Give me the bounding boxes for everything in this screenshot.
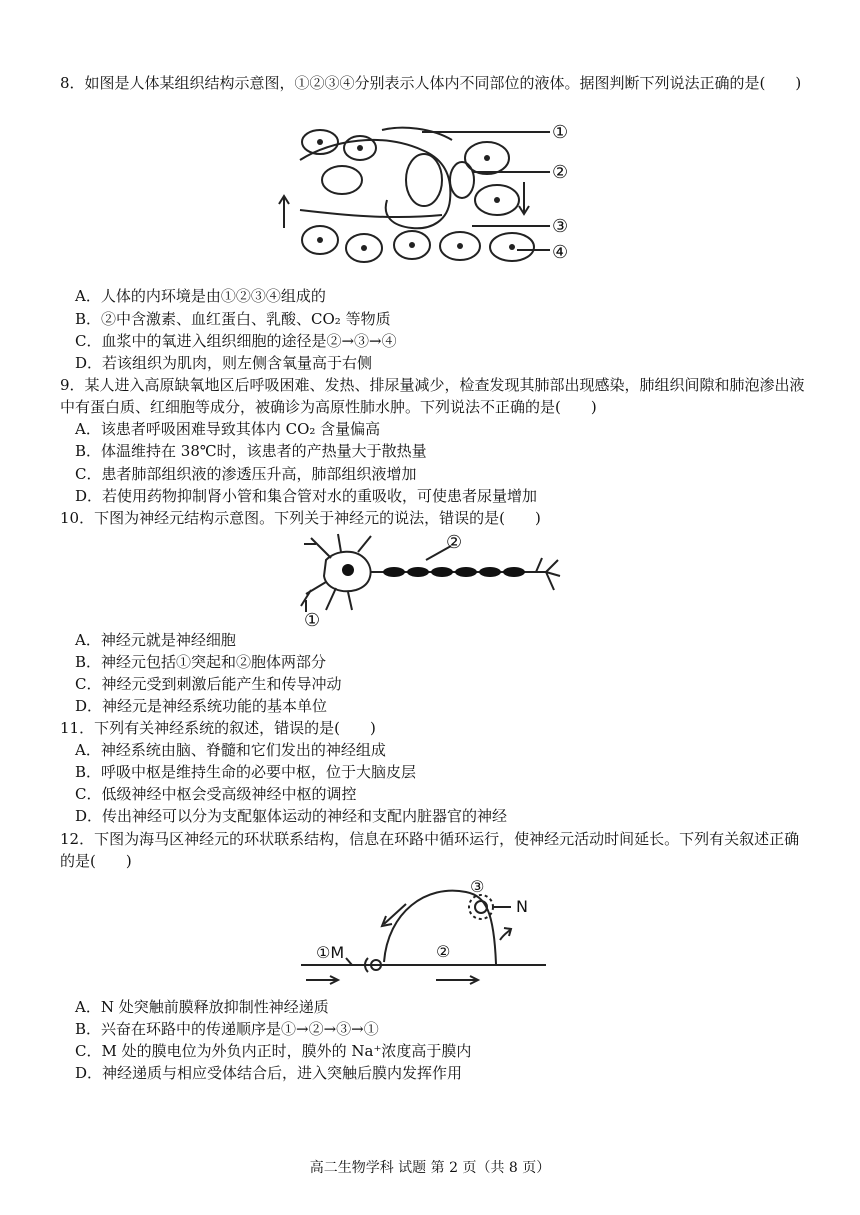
q9-option-c: C．患者肺部组织液的渗透压升高，肺部组织液增加: [75, 465, 417, 483]
q9-option-b: B．体温维持在 38℃时，该患者的产热量大于散热量: [75, 442, 427, 460]
label-3: ③: [552, 216, 569, 237]
q11-option-c: C．低级神经中枢会受高级神经中枢的调控: [75, 785, 357, 803]
q11-option-b: B．呼吸中枢是维持生命的必要中枢，位于大脑皮层: [75, 763, 417, 781]
q8-option-a: A．人体的内环境是由①②③④组成的: [75, 287, 326, 305]
question-8-stem: 8．如图是人体某组织结构示意图，①②③④分别表示人体内不同部位的液体。据图判断下列说法正确的是( ): [60, 74, 802, 92]
q12-option-a: A．N 处突触前膜释放抑制性神经递质: [75, 998, 329, 1016]
label-4: ④: [552, 242, 569, 263]
question-12-stem: 12．下图为海马区神经元的环状联系结构，信息在环路中循环运行，使神经元活动时间延长。下列有关叙述正确的是( ): [60, 830, 800, 870]
q9-option-a: A．该患者呼吸困难导致其体内 CO₂ 含量偏高: [75, 420, 381, 438]
neuron-label-1: ①: [304, 610, 321, 630]
q12-option-c: C．M 处的膜电位为外负内正时，膜外的 Na⁺浓度高于膜内: [75, 1042, 472, 1060]
label-1: ①: [552, 122, 569, 143]
q10-option-a: A．神经元就是神经细胞: [75, 631, 236, 649]
loop-label-3: ③: [470, 877, 485, 896]
q9-option-d: D．若使用药物抑制肾小管和集合管对水的重吸收，可使患者尿量增加: [75, 487, 538, 505]
question-11-stem: 11．下列有关神经系统的叙述，错误的是( ): [60, 719, 376, 737]
q12-option-d: D．神经递质与相应受体结合后，进入突触后膜内发挥作用: [75, 1064, 463, 1082]
tissue-structure-figure: [272, 120, 582, 272]
loop-label-1m: ①M: [316, 943, 345, 962]
q11-option-d: D．传出神经可以分为支配躯体运动的神经和支配内脏器官的神经: [75, 807, 508, 825]
question-9-stem: 9．某人进入高原缺氧地区后呼吸困难、发热、排尿量减少，检查发现其肺部出现感染，肺组织间隙和肺泡渗出液中有蛋白质、红细胞等成分，被确诊为高原性肺水肿。下列说法不正确的是( ): [60, 376, 805, 416]
loop-label-n: N: [516, 897, 528, 916]
q8-option-d: D．若该组织为肌肉，则左侧含氧量高于右侧: [75, 354, 373, 372]
q10-option-d: D．神经元是神经系统功能的基本单位: [75, 697, 328, 715]
page-footer: 高二生物学科 试题 第 2 页（共 8 页）: [309, 1160, 551, 1176]
hippocampus-loop-figure: [296, 872, 556, 992]
q10-option-c: C．神经元受到刺激后能产生和传导冲动: [75, 675, 342, 693]
label-2: ②: [552, 162, 569, 183]
q12-option-b: B．兴奋在环路中的传递顺序是①→②→③→①: [75, 1020, 379, 1038]
q10-option-b: B．神经元包括①突起和②胞体两部分: [75, 653, 327, 671]
neuron-label-2: ②: [446, 532, 463, 553]
q8-option-c: C．血浆中的氧进入组织细胞的途径是②→③→④: [75, 332, 397, 350]
neuron-figure: [296, 530, 566, 630]
question-10-stem: 10．下图为神经元结构示意图。下列关于神经元的说法，错误的是( ): [60, 509, 541, 527]
q11-option-a: A．神经系统由脑、脊髓和它们发出的神经组成: [75, 741, 386, 759]
loop-label-2: ②: [436, 942, 451, 961]
q8-option-b: B．②中含激素、血红蛋白、乳酸、CO₂ 等物质: [75, 310, 391, 328]
